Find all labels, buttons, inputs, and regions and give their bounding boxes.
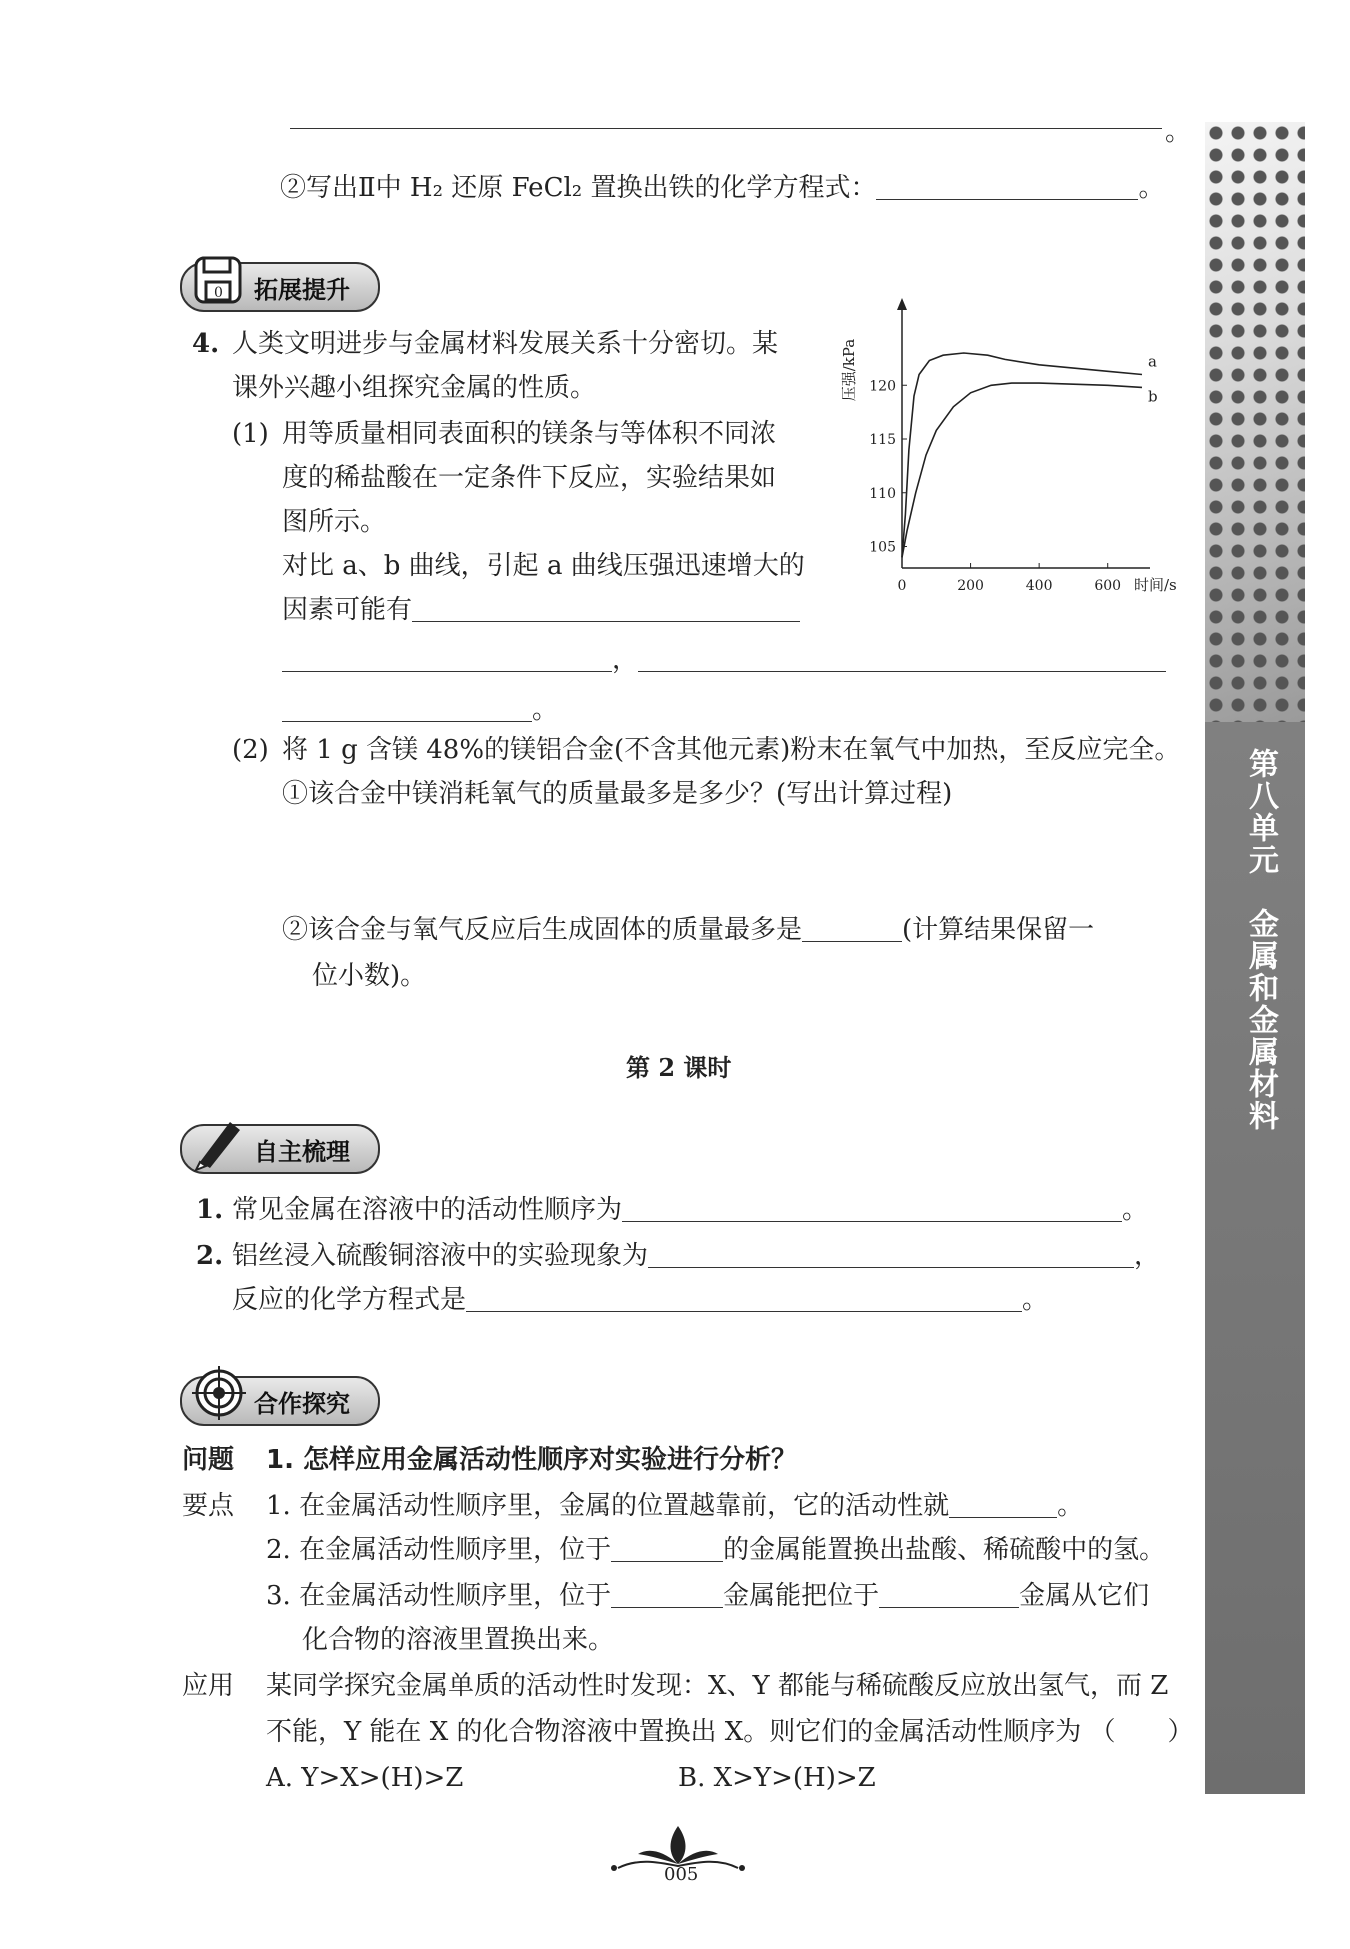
application-label: 应用: [182, 1671, 235, 1701]
banner-label: 合作探究: [254, 1390, 350, 1418]
pen-icon: [192, 1112, 246, 1170]
point-2: 2. 在金属活动性顺序里，位于 的金属能置换出盐酸、稀硫酸中的氢。: [266, 1535, 1166, 1565]
section-banner-cooperation: [180, 1376, 380, 1426]
answer-blank[interactable]: [879, 1579, 1019, 1608]
p2-sub2-cont: 位小数)。: [312, 961, 427, 991]
line-end: 。: [1165, 117, 1192, 147]
x-tick-label: 400: [1025, 578, 1053, 594]
answer-blank[interactable]: [611, 1579, 723, 1608]
section-banner-self-study: [180, 1124, 380, 1174]
chapter-sidebar: [1205, 122, 1305, 1794]
p2-sub1: ①该合金中镁消耗氧气的质量最多是多少？(写出计算过程): [282, 779, 953, 809]
answer-line[interactable]: [290, 128, 1162, 129]
section-banner-expand: [180, 262, 380, 312]
p2-line1: 将 1 g 含镁 48%的镁铝合金(不含其他元素)粉末在氧气中加热，至反应完全。: [282, 735, 1181, 765]
pressure-time-chart: [840, 290, 1177, 610]
p2-sub2: ②该合金与氧气反应后生成固体的质量最多是 (计算结果保留一: [282, 915, 1095, 945]
p1-line5: 因素可能有: [282, 590, 800, 630]
floppy-disk-icon: [192, 250, 246, 308]
answer-blank[interactable]: [638, 643, 1166, 672]
series-label-b: b: [1148, 387, 1158, 406]
part-label: (2): [232, 735, 269, 765]
y-axis-label: 压强/kPa: [840, 338, 858, 402]
self-q2-line2: 反应的化学方程式是 。: [232, 1285, 1049, 1315]
answer-blank[interactable]: [611, 1533, 723, 1562]
q4-line2: 课外兴趣小组探究金属的性质。: [232, 373, 597, 403]
answer-blank[interactable]: [876, 171, 1138, 200]
problem-text: 1. 怎样应用金属活动性顺序对实验进行分析？: [266, 1445, 798, 1475]
answer-blank[interactable]: [802, 913, 902, 942]
p1-line2: 度的稀盐酸在一定条件下反应，实验结果如: [282, 463, 777, 493]
sidebar-pattern: [1205, 122, 1305, 722]
page-number: 005: [664, 1864, 699, 1885]
part-label: (1): [232, 419, 269, 449]
sidebar-title: 第八单元 金属和金属材料: [1243, 748, 1278, 1132]
answer-blank[interactable]: [466, 1283, 1022, 1312]
x-tick-label: 200: [957, 578, 984, 594]
x-axis-label: 时间/s: [1134, 576, 1177, 594]
banner-label: 自主梳理: [254, 1138, 350, 1166]
item-number: 1.: [196, 1195, 224, 1225]
answer-blank[interactable]: [622, 1193, 1122, 1222]
p1-line6: ，: [282, 640, 1166, 680]
chart-svg: [840, 290, 1177, 610]
p1-line1: 用等质量相同表面积的镁条与等体积不同浓: [282, 419, 777, 449]
x-tick-label: 600: [1094, 578, 1122, 594]
point-3-cont: 化合物的溶液里置换出来。: [302, 1625, 615, 1655]
y-tick-label: 120: [869, 378, 896, 395]
question-number: 4.: [192, 329, 220, 359]
svg-text:0: 0: [214, 285, 223, 301]
item-number: 2.: [196, 1241, 224, 1271]
series-label-a: a: [1148, 352, 1157, 371]
answer-blank[interactable]: [949, 1489, 1057, 1518]
option-a[interactable]: A. Y>X>(H)>Z: [266, 1763, 464, 1793]
answer-blank[interactable]: [648, 1239, 1134, 1268]
option-b[interactable]: B. X>Y>(H)>Z: [678, 1763, 876, 1793]
target-icon: [192, 1364, 246, 1422]
application-line2: 不能，Y 能在 X 的化合物溶液中置换出 X。则它们的金属活动性顺序为 （ ）: [266, 1717, 1194, 1747]
y-tick-label: 115: [869, 432, 896, 448]
p1-line7: 。: [282, 690, 558, 730]
q4-line1: 人类文明进步与金属材料发展关系十分密切。某: [232, 329, 779, 359]
problem-label: 问题: [182, 1445, 235, 1475]
series-line-b: [902, 383, 1142, 557]
banner-label: 拓展提升: [254, 276, 350, 304]
x-tick-label: 0: [897, 578, 907, 594]
lesson-title: 第 2 课时: [626, 1053, 732, 1082]
answer-blank[interactable]: [412, 593, 800, 622]
point-3: 3. 在金属活动性顺序里，位于 金属能把位于 金属从它们: [266, 1581, 1150, 1611]
p1-line3: 图所示。: [282, 507, 387, 537]
y-tick-label: 105: [869, 539, 896, 556]
answer-blank[interactable]: [282, 693, 532, 722]
points-label: 要点: [182, 1491, 235, 1521]
self-q1: 常见金属在溶液中的活动性顺序为 。: [232, 1195, 1149, 1225]
y-tick-label: 110: [869, 485, 896, 502]
application-line1: 某同学探究金属单质的活动性时发现：X、Y 都能与稀硫酸反应放出氢气，而 Z: [266, 1671, 1169, 1701]
y-axis-arrow: [897, 298, 907, 310]
point-1: 1. 在金属活动性顺序里，金属的位置越靠前，它的活动性就 。: [266, 1491, 1084, 1521]
answer-blank[interactable]: [282, 643, 612, 672]
self-q2: 铝丝浸入硫酸铜溶液中的实验现象为 ，: [232, 1241, 1161, 1271]
top-question-2: ②写出Ⅱ中 H₂ 还原 FeCl₂ 置换出铁的化学方程式： 。: [280, 173, 1165, 203]
p1-line4: 对比 a、b 曲线，引起 a 曲线压强迅速增大的: [282, 551, 805, 581]
